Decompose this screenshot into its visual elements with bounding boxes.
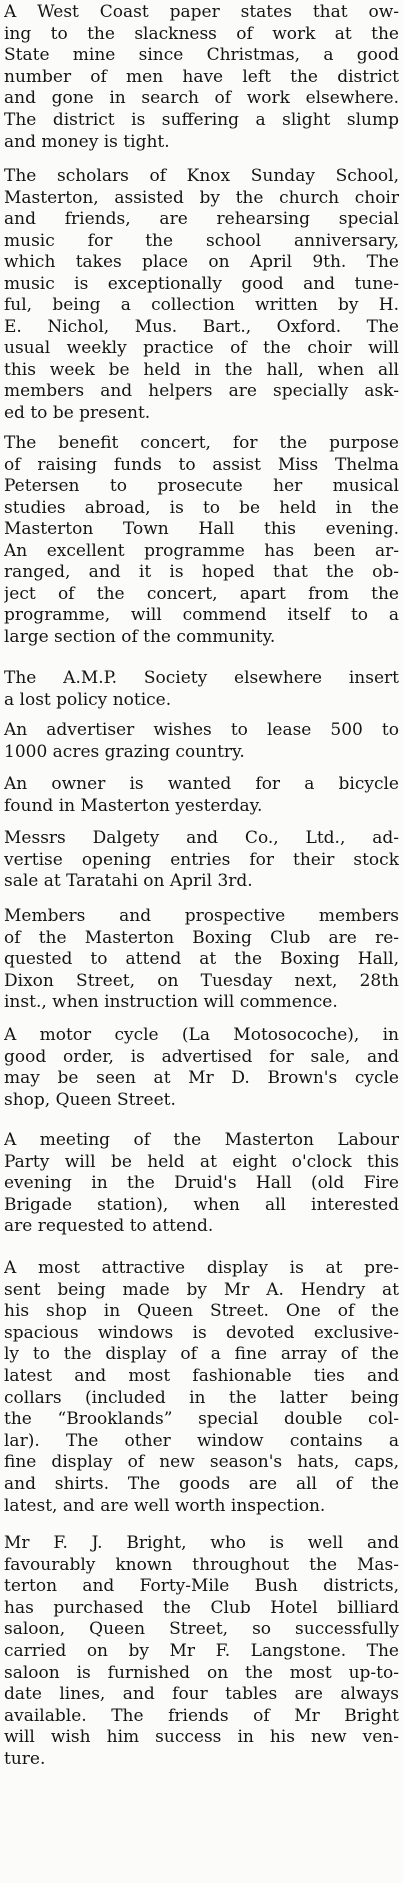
text-line: this week be held in the hall, when all xyxy=(4,359,399,380)
text-line: 1000 acres grazing country. xyxy=(4,741,245,762)
text-line: E. Nichol, Mus. Bart., Oxford. The xyxy=(4,316,399,337)
text-line: spacious windows is devoted exclusive- xyxy=(4,1322,399,1343)
news-item-knox-sunday-school xyxy=(4,166,399,424)
text-line: his shop in Queen Street. One of the xyxy=(4,1301,399,1322)
text-line: ed to be present. xyxy=(4,402,151,423)
text-line: latest and most fashionable ties and xyxy=(4,1365,399,1386)
text-line: found in Masterton yesterday. xyxy=(4,795,263,816)
text-line: music is exceptionally good and tune- xyxy=(4,273,399,294)
text-line: Messrs Dalgety and Co., Ltd., ad- xyxy=(4,828,399,848)
text-line: ject of the concert, apart from the xyxy=(4,583,399,604)
text-line: are requested to attend. xyxy=(4,1216,214,1236)
news-item-bicycle-found xyxy=(4,774,399,817)
text-line: shop, Queen Street. xyxy=(4,1089,176,1110)
text-line: terton and Forty-Mile Bush districts, xyxy=(4,1576,399,1597)
text-line: Petersen to prosecute her musical xyxy=(4,476,399,496)
text-line: studies abroad, is to be held in the xyxy=(4,497,399,518)
text-line: carried on by Mr F. Langstone. The xyxy=(4,1640,399,1661)
text-line: lar). The other window contains a xyxy=(4,1430,399,1451)
text-line: large section of the community. xyxy=(4,626,276,647)
news-item-boxing-club xyxy=(4,906,399,1014)
text-line: the “Brooklands” special double col- xyxy=(4,1409,399,1430)
text-line: An owner is wanted for a bicycle xyxy=(4,774,399,794)
news-item-hendry-display xyxy=(4,1258,399,1517)
text-line: number of men have left the district xyxy=(4,66,399,87)
text-line: An excellent programme has been ar- xyxy=(4,540,399,561)
text-line: will wish him success in his new ven- xyxy=(4,1727,399,1748)
news-item-motor-cycle xyxy=(4,1025,399,1111)
text-line: Mr F. J. Bright, who is well and xyxy=(4,1533,399,1553)
text-line: and gone in search of work elsewhere. xyxy=(4,88,399,109)
text-line: Dixon Street, on Tuesday next, 28th xyxy=(4,970,399,991)
text-line: ly to the display of a fine array of the xyxy=(4,1344,399,1365)
text-line: which takes place on April 9th. The xyxy=(4,252,399,272)
text-line: members and helpers are specially ask- xyxy=(4,381,399,401)
text-line: usual weekly practice of the choir will xyxy=(4,338,399,358)
text-line: may be seen at Mr D. Brown's cycle xyxy=(4,1068,399,1088)
news-item-bright-billiard-saloon xyxy=(4,1533,399,1771)
text-line: saloon is furnished on the most up-to- xyxy=(4,1662,399,1683)
text-line: fine display of new season's hats, caps, xyxy=(4,1452,399,1473)
text-line: favourably known throughout the Mas- xyxy=(4,1554,399,1575)
news-item-amp-society xyxy=(4,668,399,711)
text-line: vertise opening entries for their stock xyxy=(4,849,399,870)
text-line: Party will be held at eight o'clock this xyxy=(4,1151,399,1172)
text-line: ture. xyxy=(4,1748,46,1769)
text-line: and friends, are rehearsing special xyxy=(4,209,399,229)
news-item-benefit-concert xyxy=(4,433,399,648)
text-line: has purchased the Club Hotel billiard xyxy=(4,1597,399,1618)
text-line: good order, is advertised for sale, and xyxy=(4,1046,399,1067)
news-item-labour-party xyxy=(4,1130,399,1238)
text-line: latest, and are well worth inspection. xyxy=(4,1495,326,1516)
text-line: A meeting of the Masterton Labour xyxy=(4,1130,399,1150)
text-line: of the Masterton Boxing Club are re- xyxy=(4,927,399,948)
text-line: date lines, and four tables are always xyxy=(4,1684,399,1705)
text-line: The scholars of Knox Sunday School, xyxy=(4,166,399,186)
text-line: A motor cycle (La Motosocoche), in xyxy=(4,1025,399,1045)
text-line: available. The friends of Mr Bright xyxy=(4,1705,399,1726)
news-item-grazing-country xyxy=(4,720,399,763)
text-line: quested to attend at the Boxing Hall, xyxy=(4,949,399,970)
text-line: of raising funds to assist Miss Thelma xyxy=(4,454,399,475)
text-line: music for the school anniversary, xyxy=(4,230,399,251)
text-line: The district is suffering a slight slump xyxy=(4,109,399,130)
text-line: sent being made by Mr A. Hendry at xyxy=(4,1279,399,1300)
text-line: ful, being a collection written by H. xyxy=(4,295,399,315)
text-line: and shirts. The goods are all of the xyxy=(4,1473,399,1494)
text-line: evening in the Druid's Hall (old Fire xyxy=(4,1173,399,1193)
text-line: Brigade station), when all interested xyxy=(4,1194,399,1215)
text-line: collars (included in the latter being xyxy=(4,1387,399,1408)
text-line: State mine since Christmas, a good xyxy=(4,45,399,66)
news-item-dalgety-stock-sale xyxy=(4,828,399,893)
text-line: ranged, and it is hoped that the ob- xyxy=(4,562,399,582)
text-line: saloon, Queen Street, so successfully xyxy=(4,1619,399,1640)
text-line: A most attractive display is at pre- xyxy=(4,1258,399,1278)
text-line: sale at Taratahi on April 3rd. xyxy=(4,871,253,891)
text-line: The benefit concert, for the purpose xyxy=(4,433,399,453)
text-line: and money is tight. xyxy=(4,131,170,152)
text-line: The A.M.P. Society elsewhere insert xyxy=(4,668,399,688)
text-line: Masterton Town Hall this evening. xyxy=(4,519,399,539)
text-line: inst., when instruction will commence. xyxy=(4,992,338,1013)
text-line: An advertiser wishes to lease 500 to xyxy=(4,720,399,740)
text-line: Members and prospective members xyxy=(4,906,399,926)
text-line: ing to the slackness of work at the xyxy=(4,23,399,44)
text-line: Masterton, assisted by the church choir xyxy=(4,187,399,208)
text-line: A West Coast paper states that ow- xyxy=(4,2,399,22)
news-item-west-coast-paper-mine xyxy=(4,2,399,153)
text-line: a lost policy notice. xyxy=(4,689,172,710)
text-line: programme, will commend itself to a xyxy=(4,605,399,625)
